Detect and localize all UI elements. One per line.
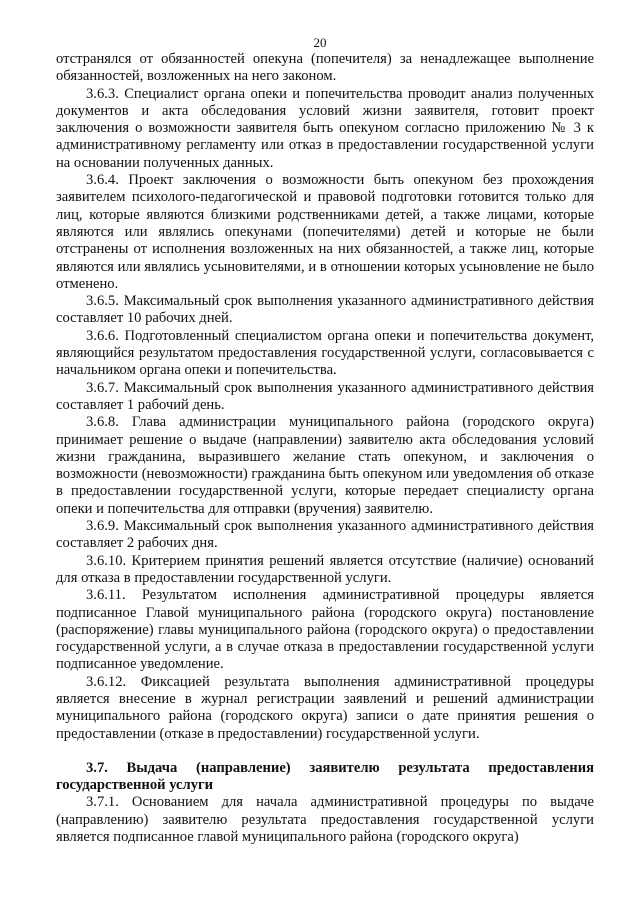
paragraph-3-6-5: 3.6.5. Максимальный срок выполнения указанного административного действия составляет 10 рабочих дней. [56, 293, 594, 327]
paragraph-3-6-8: 3.6.8. Глава администрации муниципального района (городского округа) принимает решение о выдаче (направлении) заявителю акта обследования условий жизни гражданина, выразившего желание стать опекуном, и заключения о возможности (невозможности) гражданина быть опекуном или уведомления об отказе в предоставлении государственной услуги, которые передает специалисту органа опеки и попечительства для отправки (вручения) заявителю. [56, 414, 594, 517]
paragraph-3-6-11: 3.6.11. Результатом исполнения административной процедуры является подписанное Главой муниципального района (городского округа) постановление (распоряжение) главы муниципального района (городского округа) о предоставлении государственной услуги, а в случае отказа в предоставлении государственной услуги подписанное уведомление. [56, 587, 594, 673]
paragraph-3-6-10: 3.6.10. Критерием принятия решений является отсутствие (наличие) оснований для отказа в предоставлении государственной услуги. [56, 552, 594, 586]
page-number: 20 [313, 35, 327, 50]
paragraph-3-6-4: 3.6.4. Проект заключения о возможности быть опекуном без прохождения заявителем психолого-педагогической и правовой подготовки готовится только для лиц, которые являются близкими родственниками детей, а также лицами, которые являются или являлись опекунами (попечителями) детей и которые не были отстранены от исполнения возложенных на них обязанностей, а также лиц, которые являются или являлись усыновителями, и в отношении которых усыновление не было отменено. [56, 172, 594, 292]
paragraph-3-6-12: 3.6.12. Фиксацией результата выполнения административной процедуры является внесение в журнал регистрации заявлений и решений администрации муниципального района (городского округа) записи о дате принятия решения о предоставлении (отказе в предоставлении) государственной услуги. [56, 673, 594, 742]
paragraph-3-6-7: 3.6.7. Максимальный срок выполнения указанного административного действия составляет 1 рабочий день. [56, 379, 594, 413]
document-body [56, 51, 594, 846]
paragraph-3-6-6: 3.6.6. Подготовленный специалистом органа опеки и попечительства документ, являющийся результатом предоставления государственной услуги, согласовывается с начальником органа опеки и попечительства. [56, 327, 594, 379]
paragraph-3-7-1: 3.7.1. Основанием для начала административной процедуры по выдаче (направлению) заявителю результата предоставления государственной услуги является подписанное главой муниципального района (городского округа) [56, 794, 594, 846]
paragraph-3-6-3: 3.6.3. Специалист органа опеки и попечительства проводит анализ полученных документов и акта обследования условий жизни заявителя, готовит проект заключения о возможности заявителя быть опекуном согласно приложению № 3 к административному регламенту или отказ в предоставлении государственной услуги на основании полученных данных. [56, 85, 594, 171]
paragraph-3-6-9: 3.6.9. Максимальный срок выполнения указанного административного действия составляет 2 рабочих дня. [56, 518, 594, 552]
paragraph-continuation: отстранялся от обязанностей опекуна (попечителя) за ненадлежащее выполнение обязанностей, возложенных на него законом. [56, 51, 594, 85]
section-heading-3-7: 3.7. Выдача (направление) заявителю результата предоставления государственной услуги [56, 759, 594, 794]
